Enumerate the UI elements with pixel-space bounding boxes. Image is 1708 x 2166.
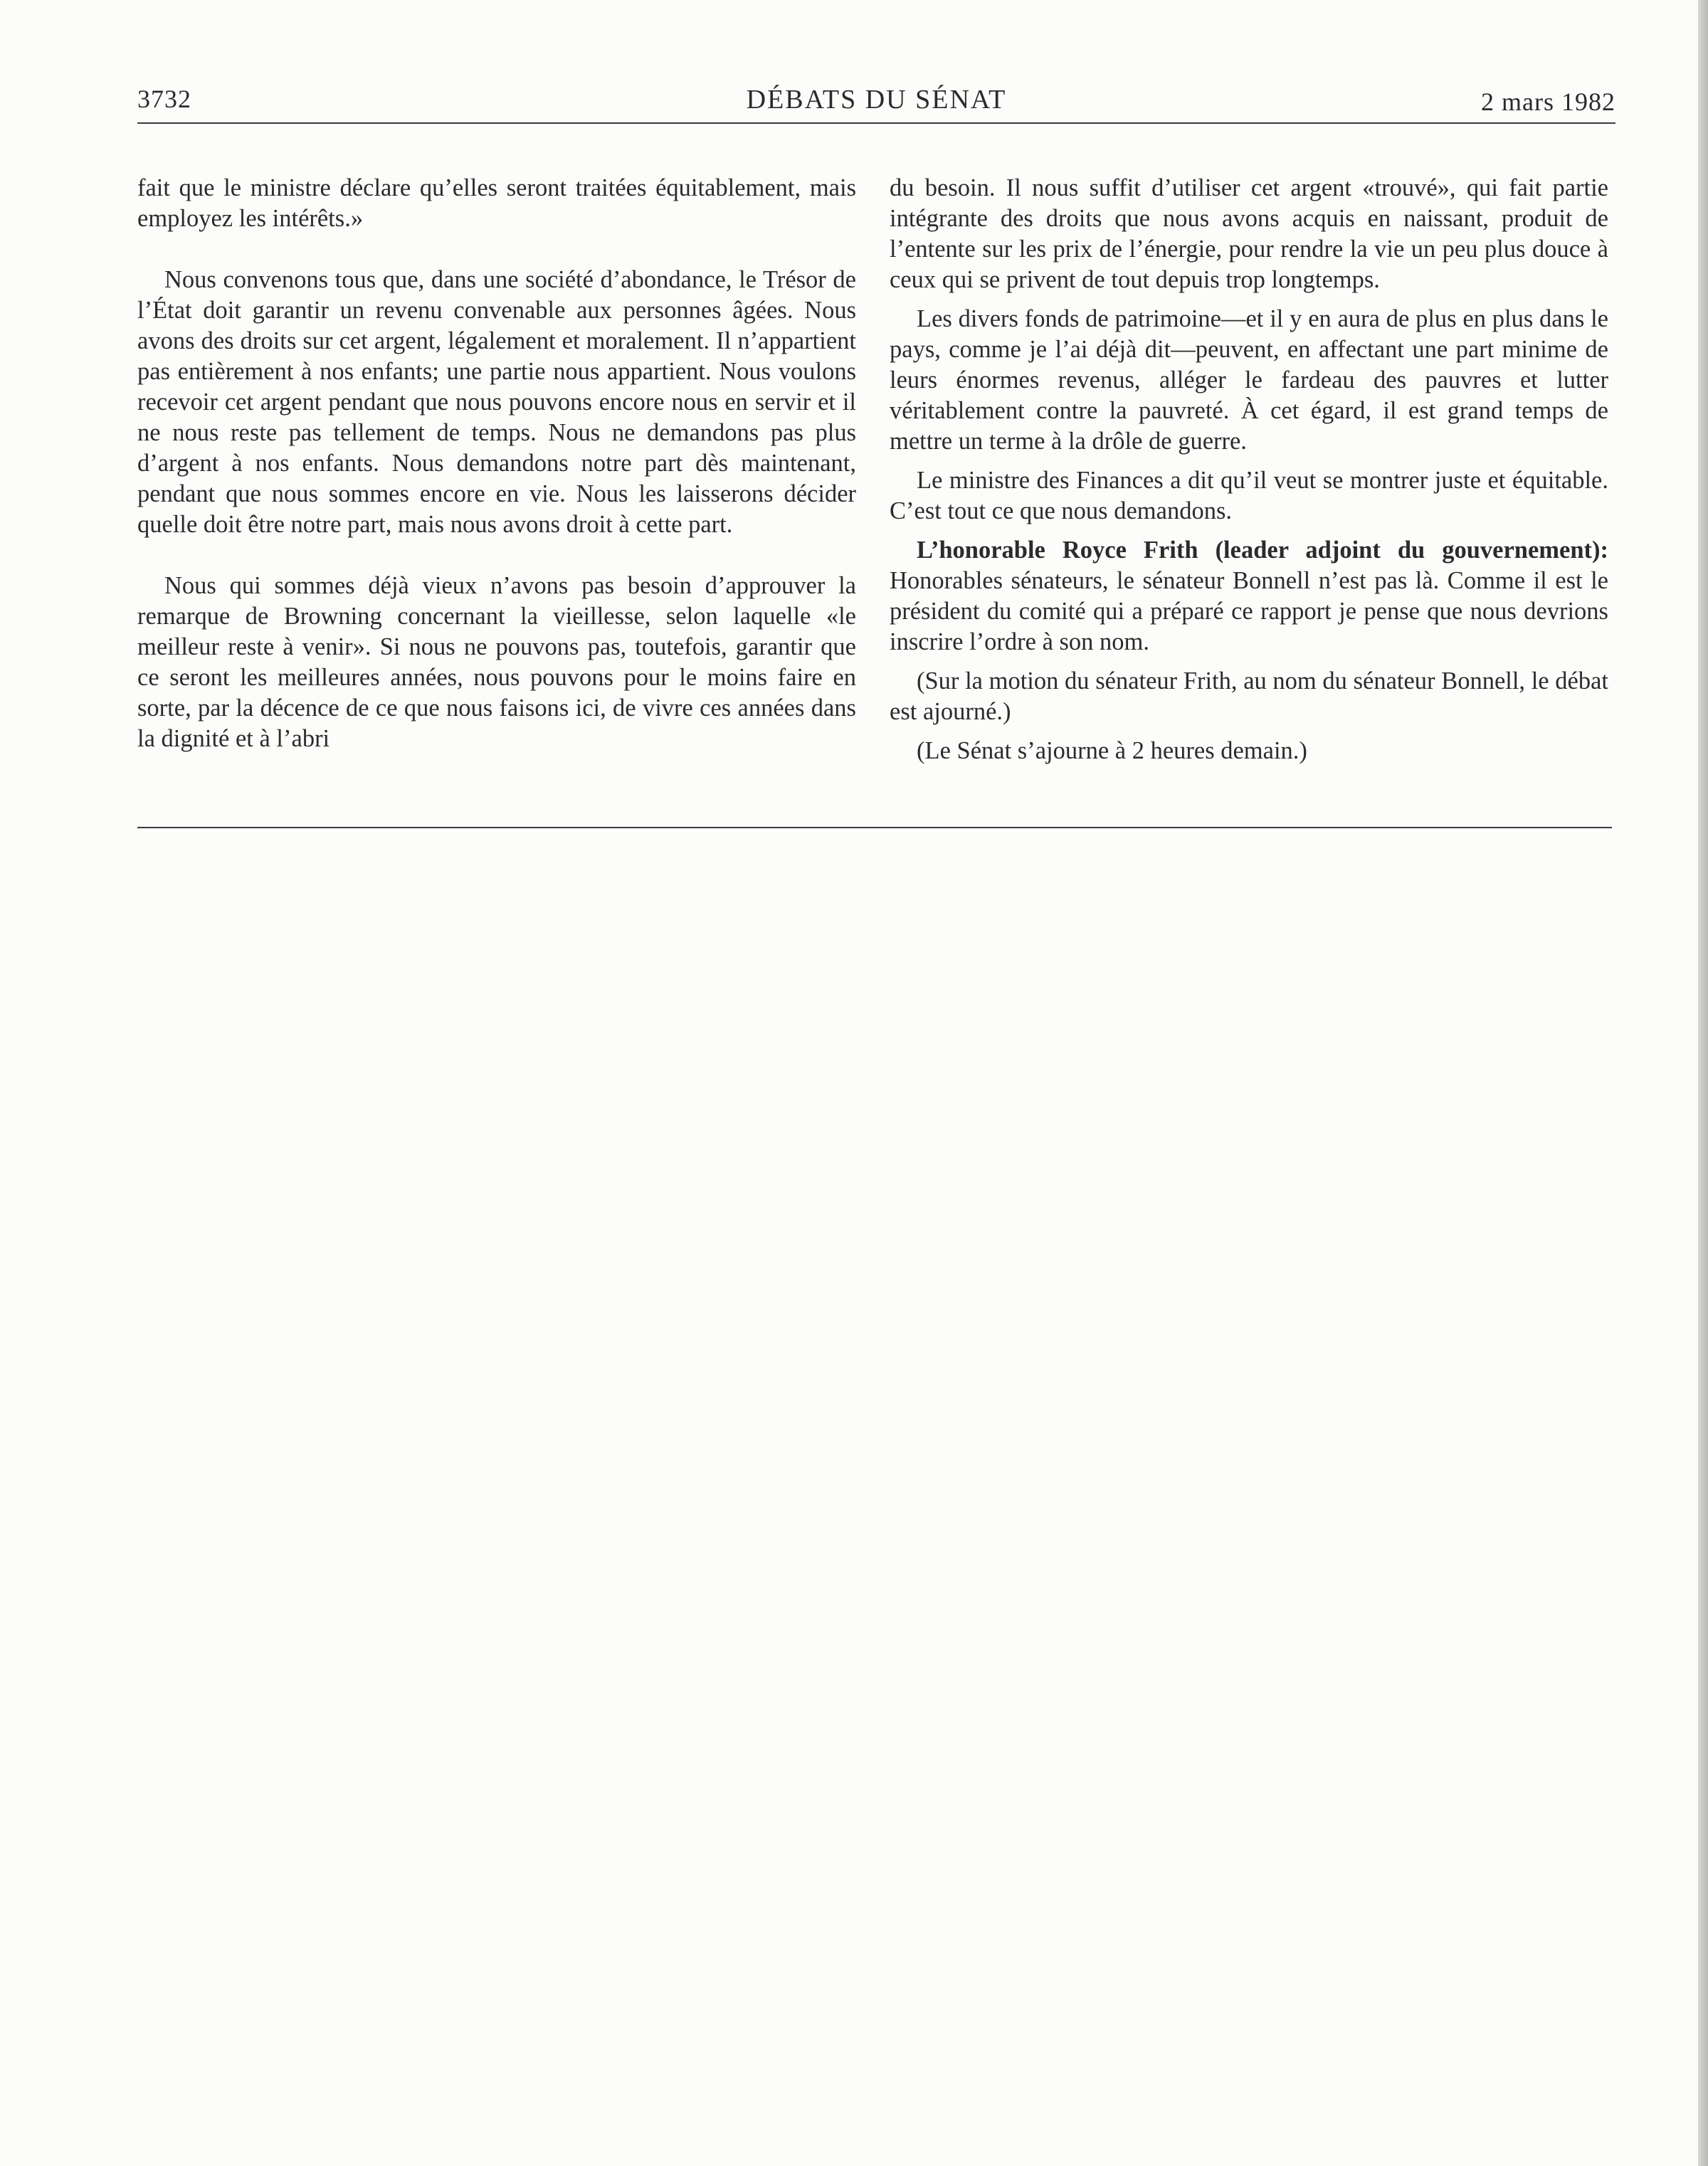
right-column: [890, 173, 1608, 766]
page-header: [137, 84, 1615, 128]
paragraph: Les divers fonds de patrimoine—et il y en aura de plus en plus dans le pays, comme je l’ai déjà dit—peuvent, en affectant une part minime de leurs énormes revenus, alléger le fardeau des pauvres et lutter véritablement contre la pauvreté. À cet égard, il est grand temps de mettre un terme à la drôle de guerre.: [890, 305, 1608, 455]
publication-title: DÉBATS DU SÉNAT: [746, 85, 1007, 115]
scan-edge: [1698, 0, 1708, 2166]
section-end-rule: [137, 827, 1612, 828]
paragraph: Nous convenons tous que, dans une société d’abondance, le Trésor de l’État doit garantir un revenu convenable aux personnes âgées. Nous avons des droits sur cet argent, légalement et moralement. Il n’appartient pas entièrement à nos enfants; une partie nous appartient. Nous voulons recevoir cet argent pendant que nous pouvons encore nous en servir et il ne nous reste pas tellement de temps. Nous ne demandons pas plus d’argent à nos enfants. Nous demandons notre part dès maintenant, pendant que nous sommes encore en vie. Nous les laisserons décider quelle doit être notre part, mais nous avons droit à cette part.: [137, 266, 856, 538]
page-number: 3732: [137, 85, 191, 113]
paragraph: Le ministre des Finances a dit qu’il veut se montrer juste et équitable. C’est tout ce que nous demandons.: [890, 467, 1608, 524]
speech: [890, 535, 1608, 657]
paragraph: du besoin. Il nous suffit d’utiliser cet argent «trouvé», qui fait partie intégrante des droits que nous avons acquis en naissant, produit de l’entente sur les prix de l’énergie, pour rendre la vie un peu plus douce à ceux qui se privent de tout depuis trop longtemps.: [890, 174, 1608, 293]
left-column: [137, 173, 856, 754]
paragraph: fait que le ministre déclare qu’elles seront traitées équitablement, mais employez les intérêts.»: [137, 174, 856, 232]
header-rule: [137, 122, 1615, 124]
publication-date: 2 mars 1982: [1481, 88, 1615, 116]
procedural-note: (Sur la motion du sénateur Frith, au nom du sénateur Bonnell, le débat est ajourné.): [890, 667, 1608, 725]
adjournment-note: (Le Sénat s’ajourne à 2 heures demain.): [917, 737, 1307, 764]
speaker-name: L’honorable Royce Frith (leader adjoint du gouvernement):: [917, 537, 1608, 564]
paragraph: Nous qui sommes déjà vieux n’avons pas besoin d’approuver la remarque de Browning concernant la vieillesse, selon laquelle «le meilleur reste à venir». Si nous ne pouvons pas, toutefois, garantir que ce seront les meilleures années, nous pouvons pour le moins faire en sorte, par la décence de ce que nous faisons ici, de vivre ces années dans la dignité et à l’abri: [137, 572, 856, 752]
speech-text: Honorables sénateurs, le sénateur Bonnell n’est pas là. Comme il est le président du comité qui a préparé ce rapport je pense que nous devrions inscrire l’ordre à son nom.: [890, 567, 1608, 655]
